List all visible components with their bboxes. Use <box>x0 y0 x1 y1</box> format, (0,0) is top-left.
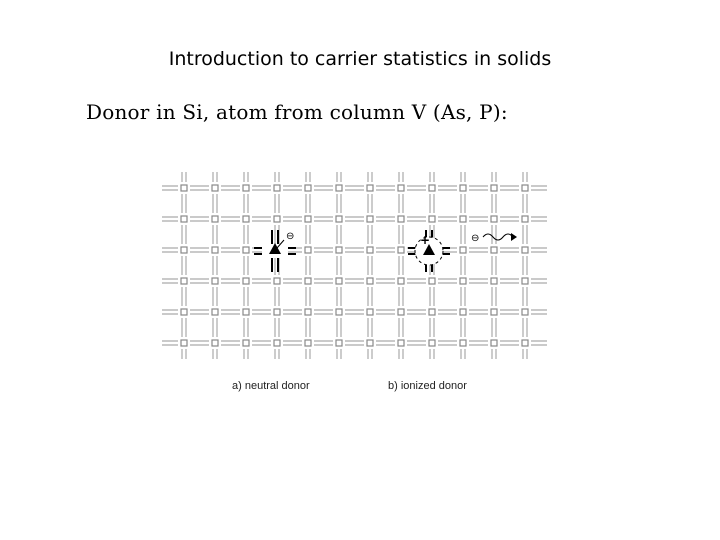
silicon-lattice-diagram <box>150 168 550 368</box>
atom-gap <box>302 213 314 225</box>
atom-gap <box>240 182 252 194</box>
atom-gap <box>488 337 500 349</box>
electron-bound: ⊖ <box>286 231 295 242</box>
atom-gap <box>240 275 252 287</box>
atom-gap <box>457 182 469 194</box>
atom-gap <box>426 213 438 225</box>
atom-gap <box>395 275 407 287</box>
atom-gap <box>240 244 252 256</box>
atom-gap <box>271 182 283 194</box>
atom-gap <box>178 244 190 256</box>
atom-gap <box>364 213 376 225</box>
atom-gap <box>333 275 345 287</box>
atom-gap <box>519 213 531 225</box>
atom-gap <box>395 244 407 256</box>
atom-gap <box>457 244 469 256</box>
atom-gap <box>395 213 407 225</box>
atom-gap <box>364 275 376 287</box>
atom-gap <box>178 306 190 318</box>
electron-free: ⊖ <box>471 233 480 244</box>
atom-gap <box>240 337 252 349</box>
atom-gap <box>519 275 531 287</box>
atom-gap <box>333 213 345 225</box>
atom-gap <box>271 213 283 225</box>
atom-gap <box>457 213 469 225</box>
atom-gap <box>333 182 345 194</box>
atom-gap <box>426 306 438 318</box>
atom-gap <box>178 337 190 349</box>
slide-title: Introduction to carrier statistics in solids <box>168 48 552 70</box>
atom-gap <box>395 337 407 349</box>
atom-gap <box>302 306 314 318</box>
atom-gap <box>209 213 221 225</box>
atom-gap <box>209 244 221 256</box>
atom-gap <box>302 182 314 194</box>
atom-gap <box>426 275 438 287</box>
atom-gap <box>426 182 438 194</box>
atom-gap <box>333 337 345 349</box>
atom-gap <box>178 182 190 194</box>
atom-gap <box>333 306 345 318</box>
caption-ionized-donor: b) ionized donor <box>388 380 467 392</box>
atom-gap <box>457 306 469 318</box>
lattice-grid <box>162 172 547 359</box>
atom-gap <box>302 275 314 287</box>
atom-gap <box>488 244 500 256</box>
atom-gap <box>488 306 500 318</box>
caption-neutral-donor: a) neutral donor <box>232 380 310 392</box>
atom-gap <box>302 337 314 349</box>
atom-gap <box>488 182 500 194</box>
atom-gap <box>488 213 500 225</box>
atom-gap <box>457 275 469 287</box>
atom-gap <box>519 337 531 349</box>
atom-gap <box>271 275 283 287</box>
atom-gap <box>302 244 314 256</box>
atom-gap <box>178 213 190 225</box>
atom-gap <box>333 244 345 256</box>
atom-gap <box>364 337 376 349</box>
atom-gap <box>209 337 221 349</box>
atom-gap <box>426 337 438 349</box>
atom-gap <box>364 306 376 318</box>
atom-gap <box>364 244 376 256</box>
positive-charge: + <box>420 233 431 247</box>
atom-gap <box>457 337 469 349</box>
atom-gap <box>364 182 376 194</box>
slide-subtitle: Donor in Si, atom from column V (As, P): <box>86 100 508 124</box>
atom-gap <box>240 213 252 225</box>
atom-gap <box>240 306 252 318</box>
atom-gap <box>519 182 531 194</box>
electron-path <box>483 234 513 240</box>
atom-gap <box>209 306 221 318</box>
atom-gap <box>271 337 283 349</box>
atom-gap <box>271 306 283 318</box>
atom-gap <box>519 244 531 256</box>
atom-gap <box>178 275 190 287</box>
atom-gap <box>209 182 221 194</box>
atom-gap <box>209 275 221 287</box>
atom-gap <box>488 275 500 287</box>
atom-gap <box>395 182 407 194</box>
atom-gap <box>519 306 531 318</box>
atom-gap <box>395 306 407 318</box>
arrow-head <box>511 233 517 241</box>
